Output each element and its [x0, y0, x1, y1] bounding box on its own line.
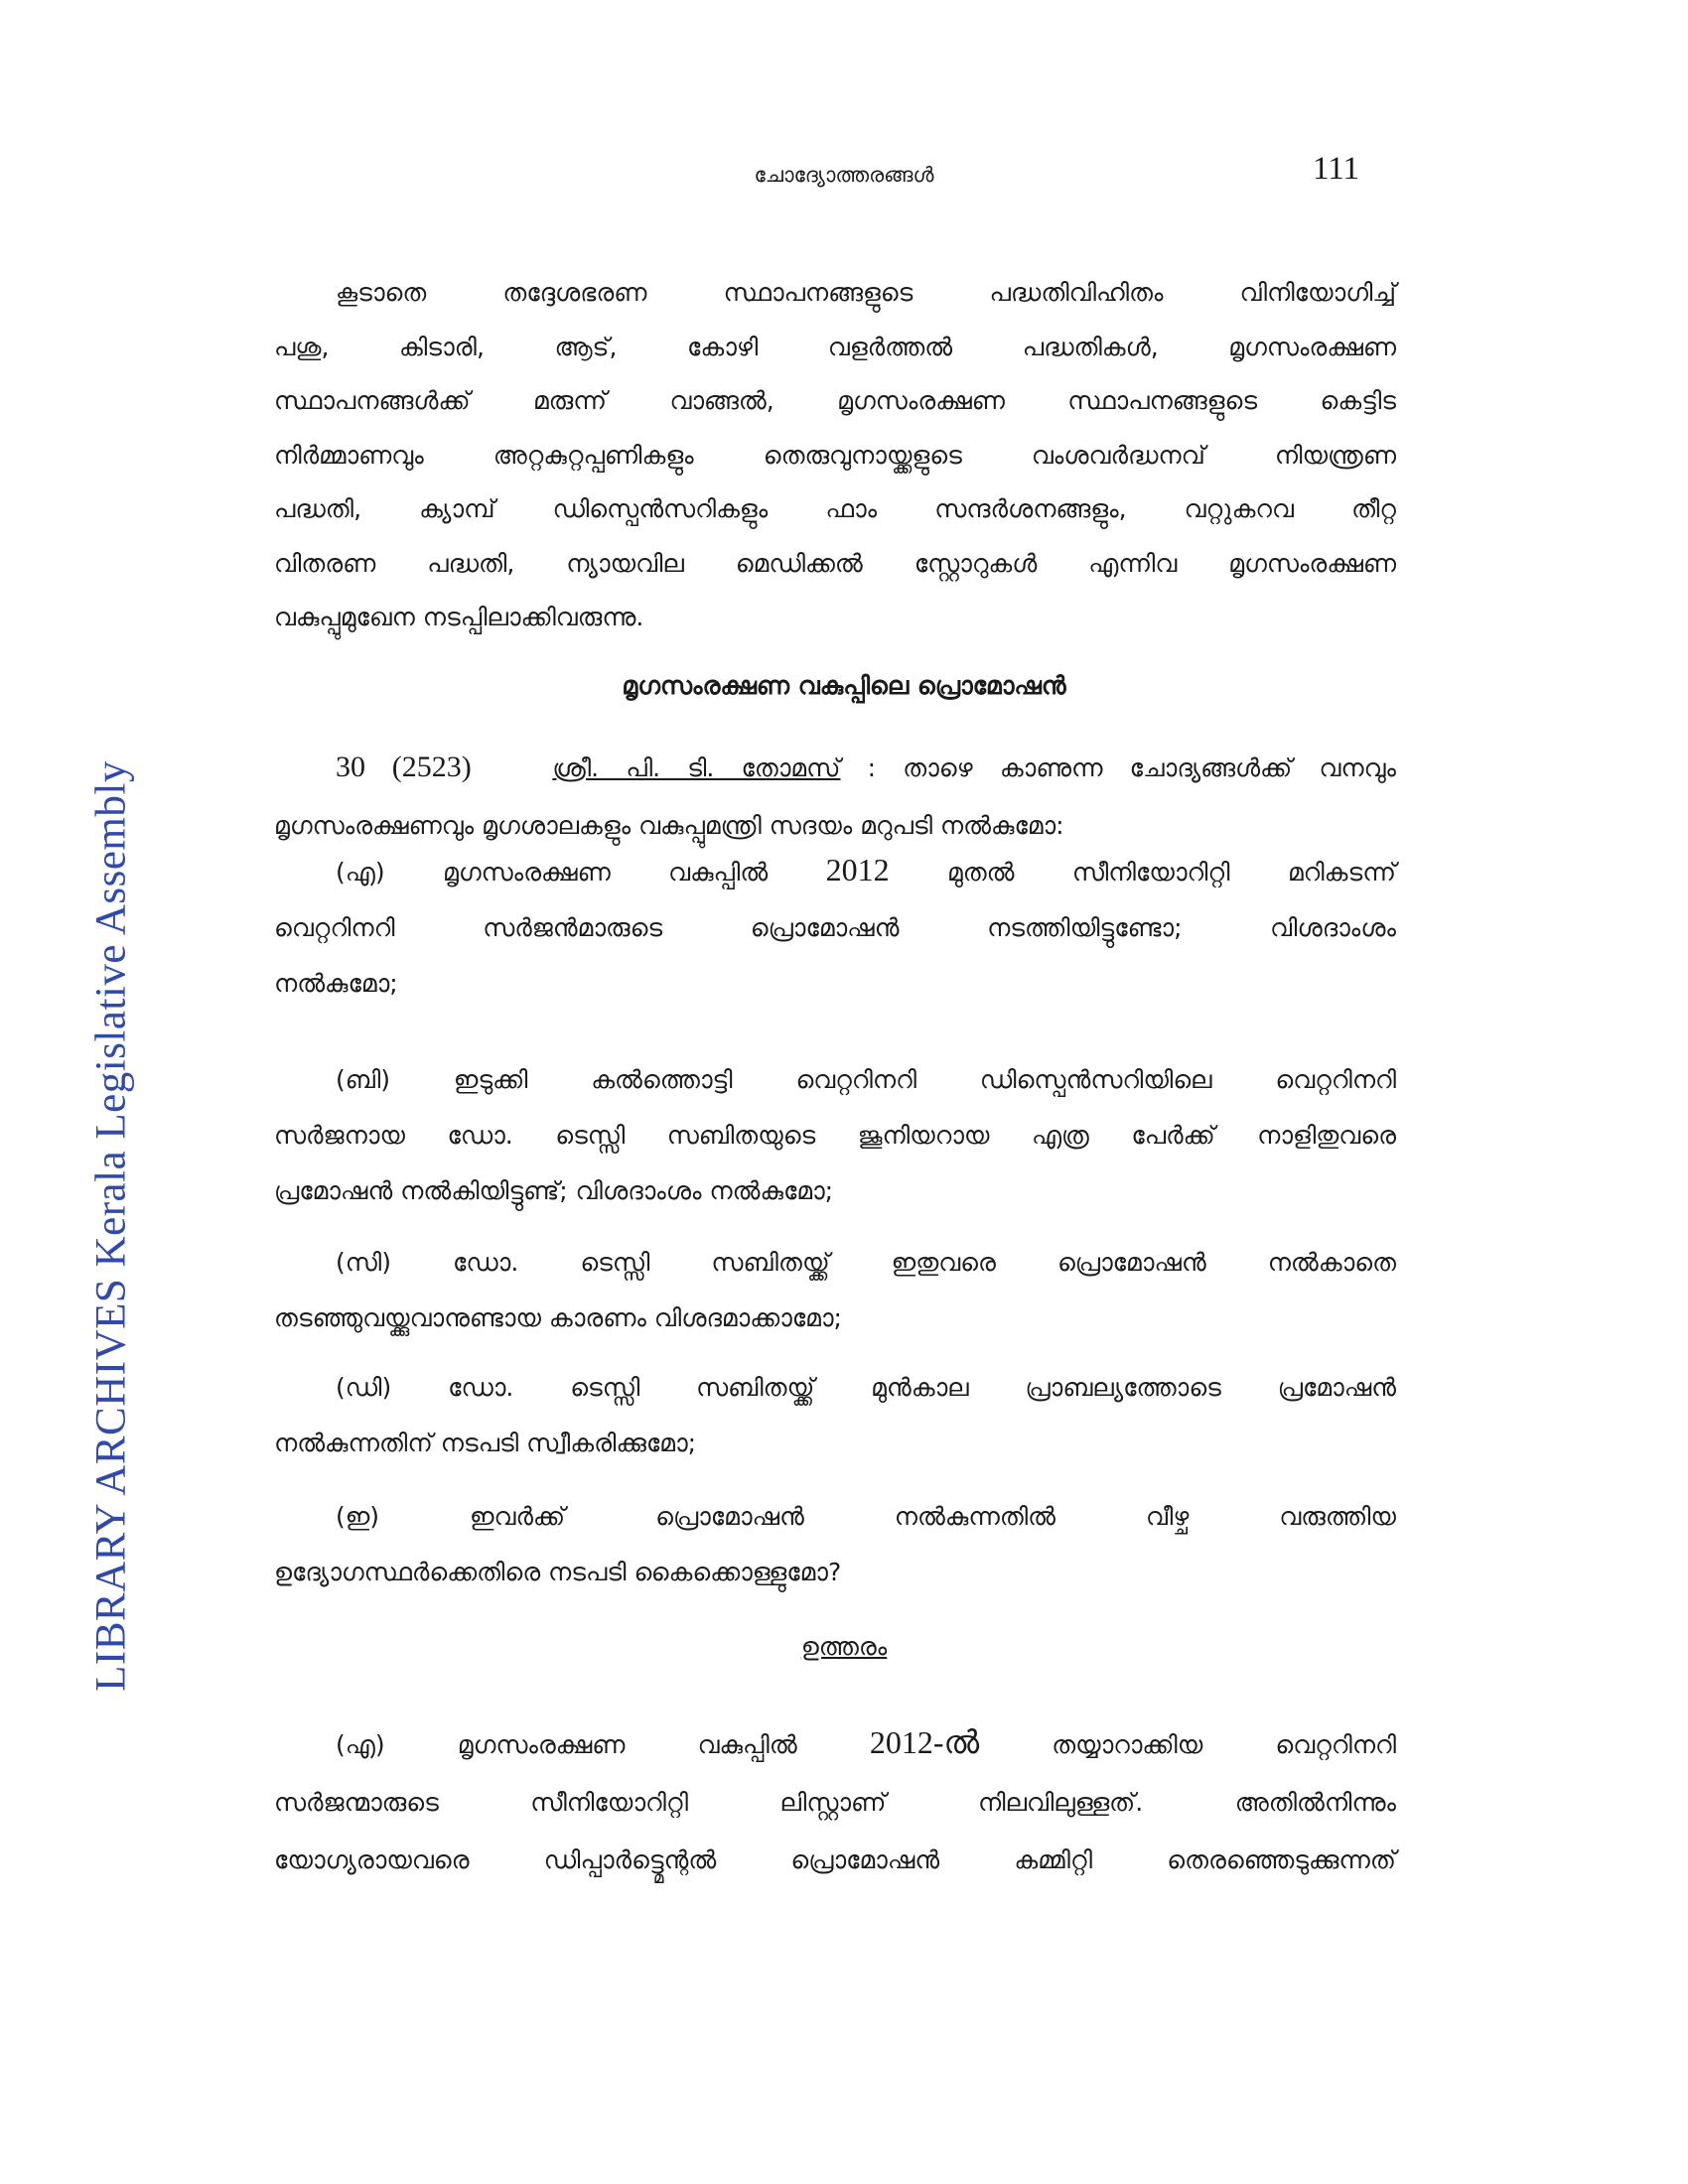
question-a-text: മൃഗസംരക്ഷണ വകുപ്പിൽ: [443, 858, 769, 887]
page-header-title: ചോദ്യോത്തരങ്ങൾ: [754, 163, 934, 187]
question-part-c: [274, 1235, 1396, 1346]
section-title: മൃഗസംരക്ഷണ വകുപ്പിലെ പ്രൊമോഷൻ: [622, 671, 1066, 700]
intro-line: കൂടാതെ തദ്ദേശഭരണ സ്ഥാപനങ്ങളുടെ പദ്ധതിവിഹിതം വിനിയോഗിച്ച്: [336, 278, 1396, 307]
answer-a-line: [274, 1713, 1396, 1774]
question-a-line: വെറ്ററിനറി സർജൻമാരുടെ പ്രൊമോഷൻ നടത്തിയിട്ടുണ്ടോ; വിശദാംശം: [274, 913, 1396, 942]
intro-line: പദ്ധതി, ക്യാമ്പ് ഡിസ്പെൻസറികളും ഫാം സന്ദർശനങ്ങളും, വറ്റുകറവ തീറ്റ: [274, 494, 1396, 523]
question-b-line: സർജനായ ഡോ. ടെസ്സി സബിതയുടെ ജൂനിയറായ എത്ര പേർക്ക് നാളിതുവരെ: [274, 1121, 1396, 1150]
member-name: ശ്രീ. പി. ടി. തോമസ്: [552, 753, 841, 782]
question-a-text-rest: മുതൽ സീനിയോറിറ്റി മറികടന്ന്: [947, 858, 1396, 887]
question-part-e: [274, 1489, 1396, 1600]
question-part-d: [274, 1360, 1396, 1471]
intro-line: വിതരണ പദ്ധതി, ന്യായവില മെഡിക്കൽ സ്റ്റോറുകൾ എന്നിവ മൃഗസംരക്ഷണ: [274, 548, 1396, 578]
question-a-line: നൽകുമോ;: [274, 969, 398, 998]
question-c-line: തടഞ്ഞുവയ്ക്കുവാനുണ്ടായ കാരണം വിശദമാക്കാമോ;: [274, 1303, 842, 1332]
answer-a-year: 2012-ൽ: [869, 1724, 980, 1760]
answer-part-a: [274, 1713, 1396, 1889]
question-part-b: [274, 1052, 1396, 1219]
answer-a-label: (എ): [336, 1730, 385, 1759]
page-number: 111: [1313, 151, 1360, 187]
question-number: 30 (2523): [336, 751, 472, 783]
question-b-line: (ബി) ഇടുക്കി കൽത്തൊട്ടി വെറ്ററിനറി ഡിസ്പെൻസറിയിലെ വെറ്ററിനറി: [336, 1065, 1396, 1094]
intro-line: പശു, കിടാരി, ആട്, കോഴി വളർത്തൽ പദ്ധതികൾ, മൃഗസംരക്ഷണ: [274, 332, 1396, 361]
question-part-a: [274, 842, 1396, 1012]
question-d-line: (ഡി) ഡോ. ടെസ്സി സബിതയ്ക്ക് മുൻകാല പ്രാബല്യത്തോടെ പ്രമോഷൻ: [336, 1373, 1396, 1402]
question-c-line: (സി) ഡോ. ടെസ്സി സബിതയ്ക്ക് ഇതുവരെ പ്രൊമോഷൻ നൽകാതെ: [336, 1248, 1396, 1277]
archive-watermark: LIBRARY ARCHIVES Kerala Legislative Assembly: [87, 760, 135, 1692]
question-intro-rest: : താഴെ കാണുന്ന ചോദ്യങ്ങൾക്ക് വനവും: [867, 753, 1397, 782]
question-e-line: (ഇ) ഇവർക്ക് പ്രൊമോഷൻ നൽകുന്നതിൽ വീഴ്ച വരുത്തിയ: [336, 1502, 1396, 1531]
answer-a-text-rest: തയ്യാറാക്കിയ വെറ്ററിനറി: [1052, 1730, 1396, 1759]
answer-title-text: ഉത്തരം: [800, 1632, 888, 1661]
question-a-year: 2012: [825, 852, 890, 887]
question-e-line: ഉദ്യോഗസ്ഥർക്കെതിരെ നടപടി കൈക്കൊള്ളുമോ?: [274, 1558, 842, 1586]
question-intro-line2: മൃഗസംരക്ഷണവും മൃഗശാലകളും വകുപ്പുമന്ത്രി സദയം മറുപടി നൽകുമോ:: [274, 811, 1064, 840]
question-b-line: പ്രമോഷൻ നൽകിയിട്ടുണ്ട്; വിശദാംശം നൽകുമോ;: [274, 1176, 834, 1205]
question-a-label: (എ): [336, 858, 385, 887]
question-intro-line: [274, 739, 1396, 797]
intro-line: സ്ഥാപനങ്ങൾക്ക് മരുന്ന് വാങ്ങൽ, മൃഗസംരക്ഷണ സ്ഥാപനങ്ങളുടെ കെട്ടിട: [274, 386, 1396, 415]
answer-a-text: മൃഗസംരക്ഷണ വകുപ്പിൽ: [457, 1730, 797, 1759]
intro-line: വകുപ്പുമുഖേന നടപ്പിലാക്കിവരുന്നു.: [274, 603, 644, 631]
intro-line: നിർമ്മാണവും അറ്റകുറ്റപ്പണികളും തെരുവുനായ്ക്കളുടെ വംശവർദ്ധനവ് നിയന്ത്രണ: [274, 440, 1396, 470]
question-d-line: നൽകുന്നതിന് നടപടി സ്വീകരിക്കുമോ;: [274, 1429, 697, 1457]
answer-a-line: യോഗ്യരായവരെ ഡിപ്പാർട്ട്മെന്റൽ പ്രൊമോഷൻ കമ്മിറ്റി തെരഞ്ഞെടുക്കുന്നത്: [274, 1845, 1396, 1874]
question-intro: [274, 739, 1396, 855]
answer-a-line: സർജന്മാരുടെ സീനിയോറിറ്റി ലിസ്റ്റാണ് നിലവിലുള്ളത്. അതിൽനിന്നും: [274, 1788, 1396, 1817]
answer-title: [0, 1632, 1688, 1662]
intro-paragraph: [274, 266, 1396, 645]
question-a-line: [274, 842, 1396, 900]
